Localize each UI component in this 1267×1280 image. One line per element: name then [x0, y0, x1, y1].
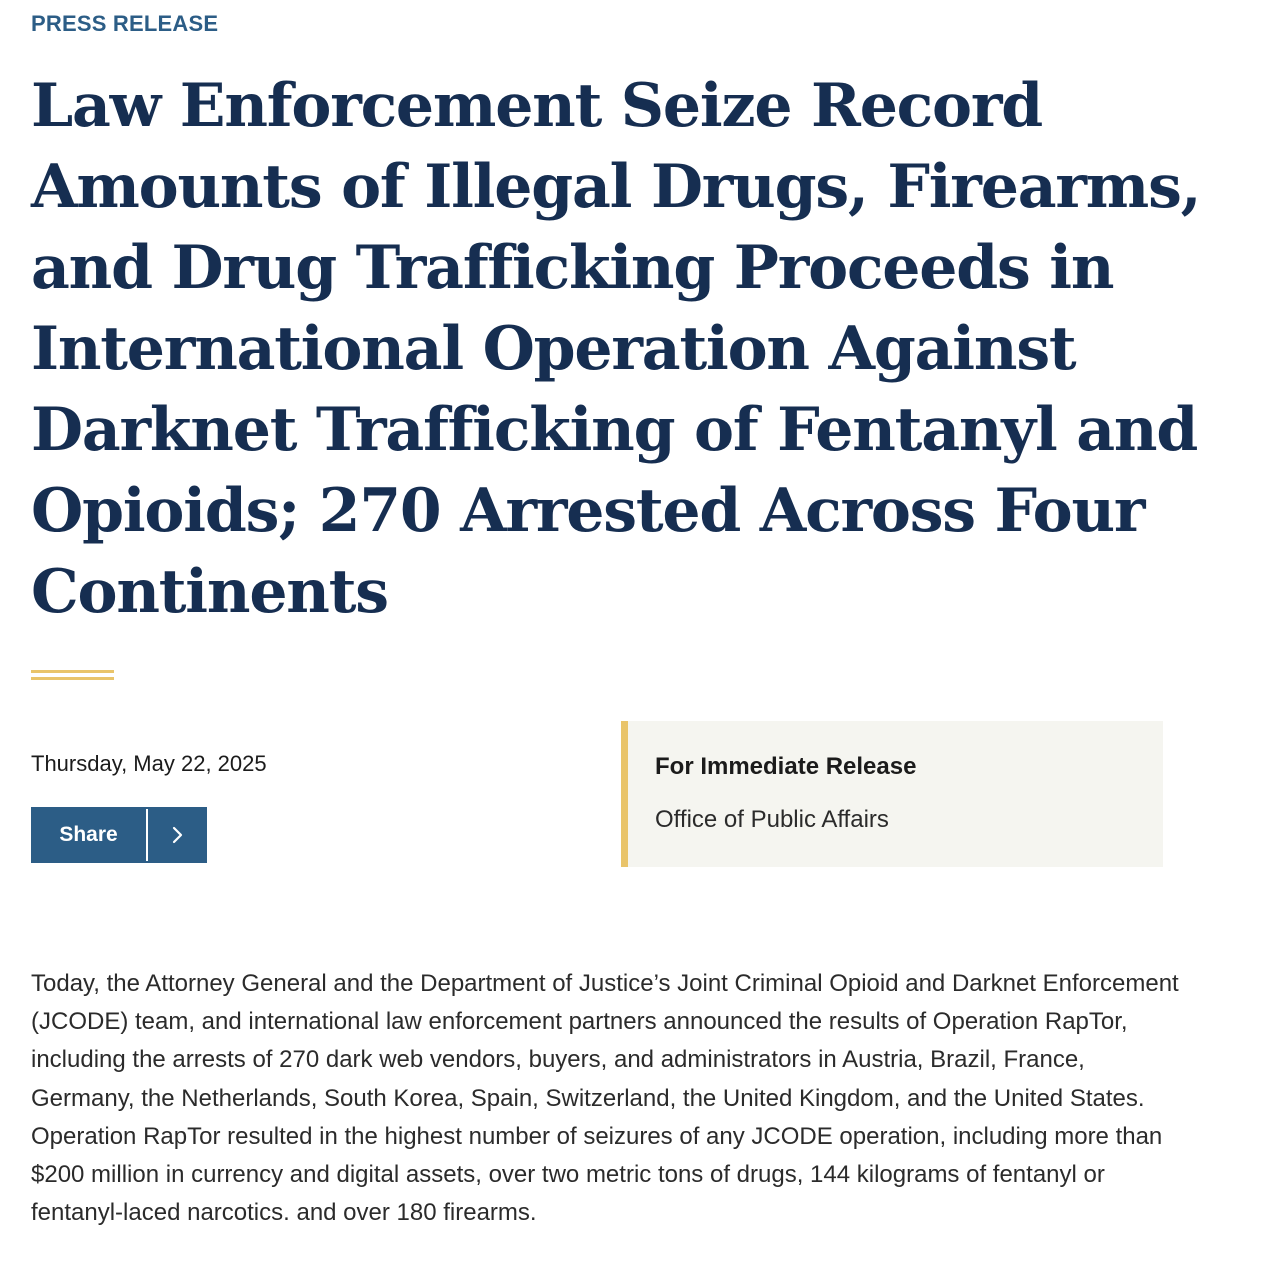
page-title: Law Enforcement Seize Record Amounts of Illegal Drugs, Firearms, and Drug Trafficking Proceeds in International Operation Against Darknet Trafficking of Fentanyl and Opioids; 270 Arrested Across Four Continents: [31, 71, 1201, 627]
share-button[interactable]: [31, 807, 207, 863]
article-body-paragraph: Today, the Attorney General and the Department of Justice’s Joint Criminal Opioid and Darknet Enforcement (JCODE) team, and international law enforcement partners announced the results of Operation RapTor, including the arrests of 270 dark web vendors, buyers, and administrators in Austria, Brazil, France, Germany, the Netherlands, South Korea, Spain, Switzerland, the United Kingdom, and the United States. Operation RapTor resulted in the highest number of seizures of any JCODE operation, including more than $200 million in currency and digital assets, over two metric tons of drugs, 144 kilograms of fentanyl or fentanyl-laced narcotics. and over 180 firearms.: [31, 970, 1179, 1227]
chevron-right-icon[interactable]: [148, 807, 207, 863]
release-status: For Immediate Release: [655, 753, 917, 780]
release-office: Office of Public Affairs: [655, 806, 889, 833]
release-info-box: [621, 721, 1163, 867]
content-type-label: PRESS RELEASE: [31, 11, 219, 36]
title-divider: [31, 670, 114, 682]
publish-date: Thursday, May 22, 2025: [31, 751, 267, 776]
share-button-label: Share: [59, 823, 118, 846]
